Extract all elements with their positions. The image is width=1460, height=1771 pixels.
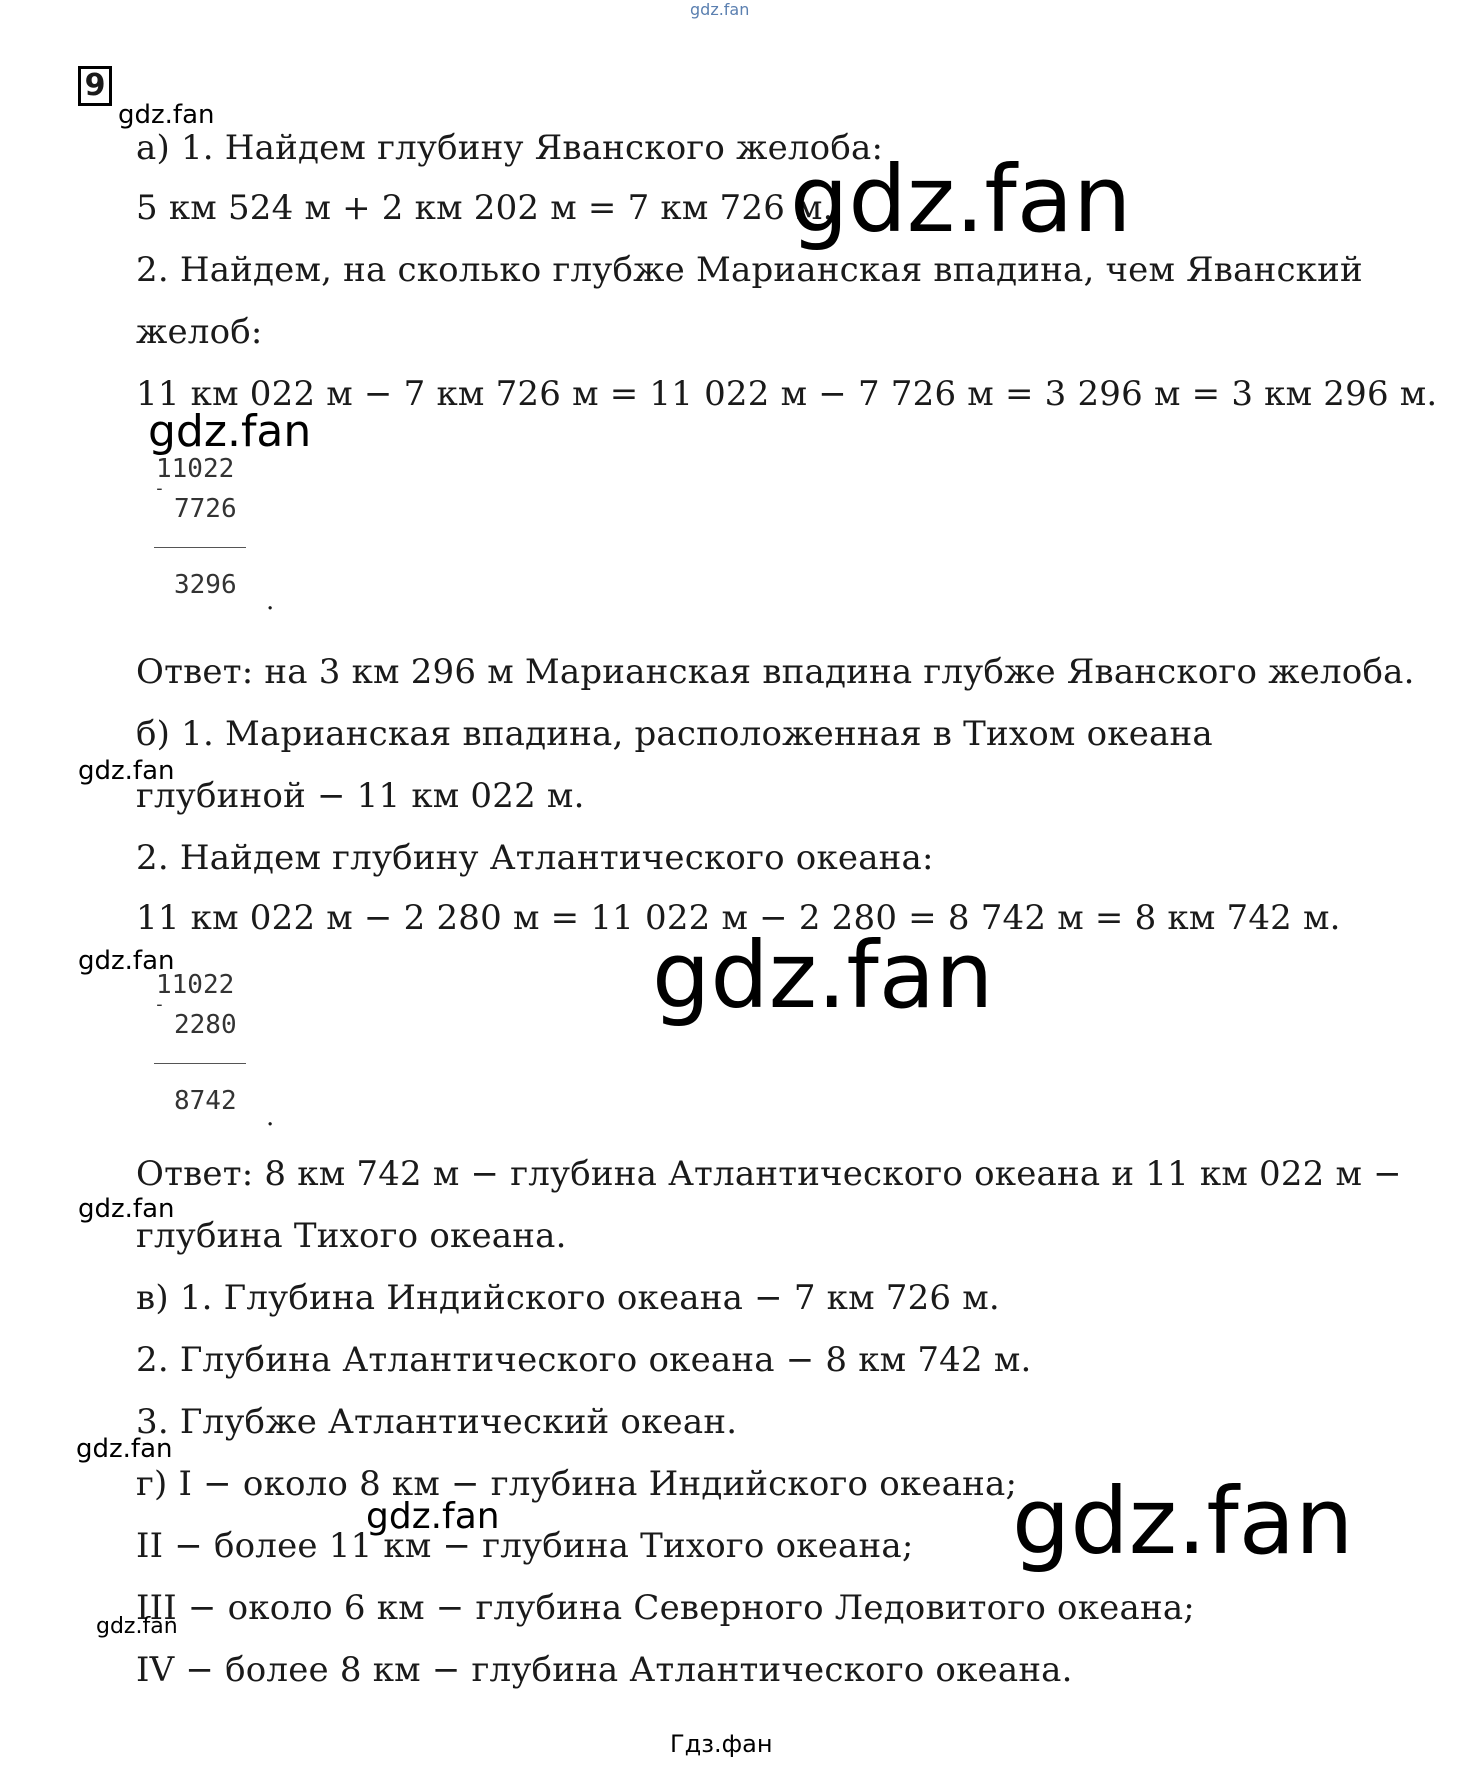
line-b-answer2: глубина Тихого океана.: [136, 1216, 567, 1256]
calc1-dot: .: [266, 586, 275, 616]
calc1-rule: [154, 547, 246, 548]
line-v2: 2. Глубина Атлантического океана − 8 км 742 м.: [136, 1340, 1032, 1380]
line-a3: 2. Найдем, на сколько глубже Марианская впадина, чем Яванский: [136, 250, 1363, 290]
watermark-large: gdz.fan: [652, 922, 994, 1029]
watermark-top: gdz.fan: [690, 0, 750, 19]
watermark: gdz.fan: [78, 756, 175, 786]
line-b2: глубиной − 11 км 022 м.: [136, 776, 585, 816]
watermark: gdz.fan: [76, 1434, 173, 1464]
line-a-answer: Ответ: на 3 км 296 м Марианская впадина глубже Яванского желоба.: [136, 652, 1415, 692]
footer-watermark: Гдз.фан: [670, 1730, 773, 1758]
line-a4: желоб:: [136, 312, 263, 352]
line-a1: а) 1. Найдем глубину Яванского желоба:: [136, 128, 884, 168]
calc2-top: 11022: [156, 970, 235, 1000]
calc2-dot: .: [266, 1102, 275, 1132]
calc2-minus: -: [154, 994, 165, 1015]
line-b-answer1: Ответ: 8 км 742 м − глубина Атлантического океана и 11 км 022 м −: [136, 1154, 1402, 1194]
calc1-minus: -: [154, 478, 165, 499]
line-b3: 2. Найдем глубину Атлантического океана:: [136, 838, 934, 878]
line-g1: г) I − около 8 км − глубина Индийского океана;: [136, 1464, 1018, 1504]
watermark: gdz.fan: [118, 100, 215, 130]
calc1-bottom: 7726: [174, 494, 237, 524]
line-a5: 11 км 022 м − 7 км 726 м = 11 022 м − 7 726 м = 3 296 м = 3 км 296 м.: [136, 374, 1438, 414]
calc2-rule: [154, 1063, 246, 1064]
line-b4: 11 км 022 м − 2 280 м = 11 022 м − 2 280 = 8 742 м = 8 км 742 м.: [136, 898, 1341, 938]
line-v3: 3. Глубже Атлантический океан.: [136, 1402, 738, 1442]
watermark: gdz.fan: [78, 946, 175, 976]
watermark: gdz.fan: [78, 1194, 175, 1224]
line-g2: II − более 11 км − глубина Тихого океана;: [136, 1526, 914, 1566]
watermark: gdz.fan: [96, 1614, 178, 1639]
watermark-large: gdz.fan: [1012, 1468, 1354, 1575]
task-number: 9: [78, 66, 112, 106]
line-a2: 5 км 524 м + 2 км 202 м = 7 км 726 м.: [136, 188, 834, 228]
calc2-result: 8742: [174, 1086, 237, 1116]
line-v1: в) 1. Глубина Индийского океана − 7 км 726 м.: [136, 1278, 1000, 1318]
watermark-large: gdz.fan: [790, 146, 1132, 253]
calc1-result: 3296: [174, 570, 237, 600]
calc1-top: 11022: [156, 454, 235, 484]
calc2-bottom: 2280: [174, 1010, 237, 1040]
line-b1: б) 1. Марианская впадина, расположенная в Тихом океана: [136, 714, 1213, 754]
watermark: gdz.fan: [366, 1496, 500, 1537]
line-g4: IV − более 8 км − глубина Атлантического океана.: [136, 1650, 1073, 1690]
watermark: gdz.fan: [148, 406, 312, 457]
line-g3: III − около 6 км − глубина Северного Ледовитого океана;: [136, 1588, 1195, 1628]
